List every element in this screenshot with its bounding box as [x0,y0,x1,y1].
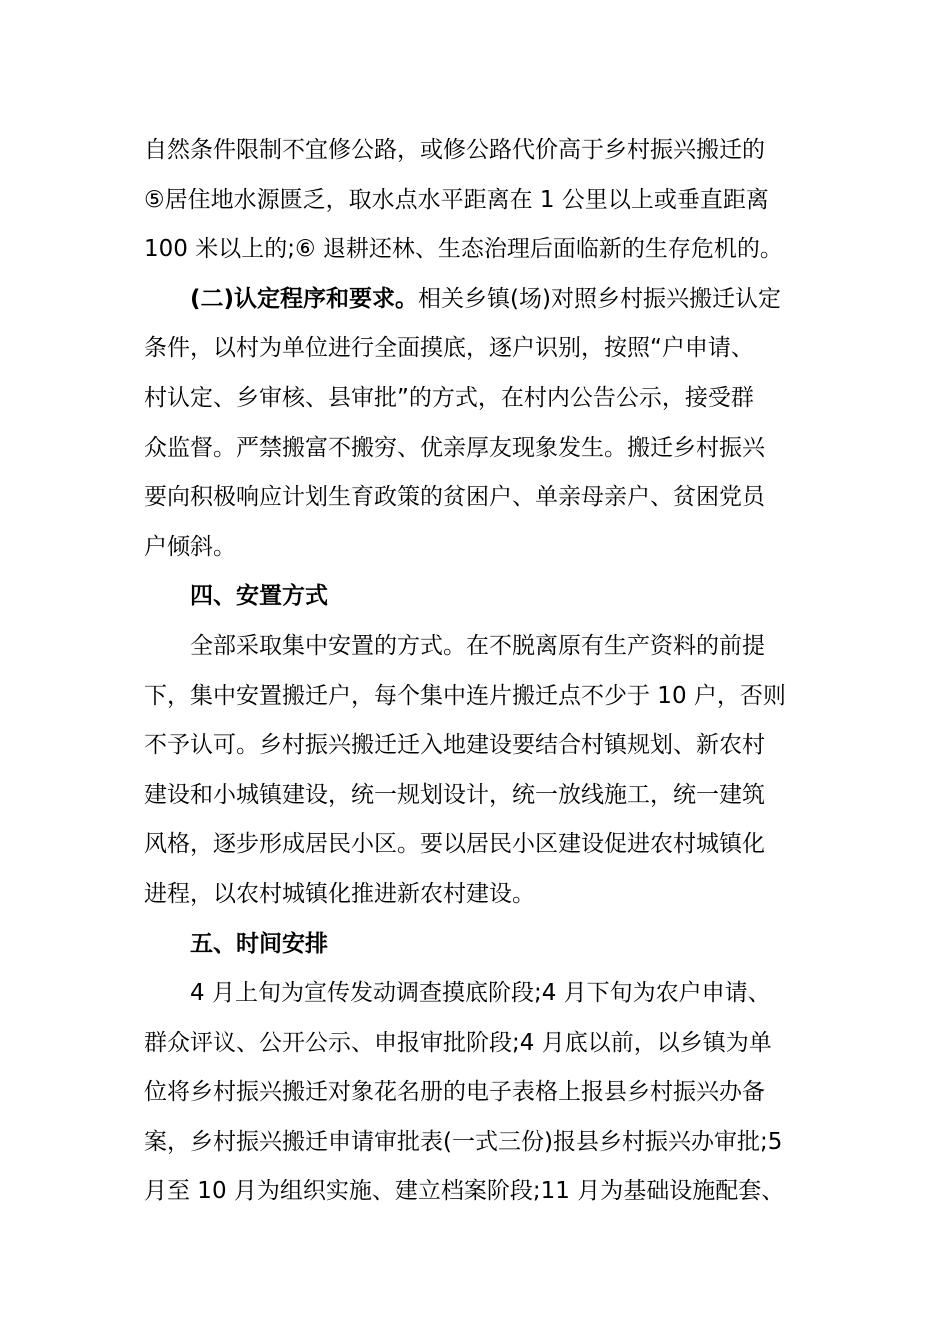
text-line [144,1167,809,1217]
line-text: 自然条件限制不宜修公路，或修公路代价高于乡村振兴搬迁的 [144,137,765,163]
line-text: 月至 10 月为组织实施、建立档案阶段;11 月为基础设施配套、 [144,1178,785,1205]
text-line [144,672,809,722]
text-line [144,622,809,672]
text-line [144,771,809,821]
line-text: 位将乡村振兴搬迁对象花名册的电子表格上报县乡村振兴办备 [144,1079,765,1106]
text-line [144,1019,809,1069]
line-text: ⑤居住地水源匮乏，取水点水平距离在 1 公里以上或垂直距离 [144,186,769,213]
text-line [144,473,809,523]
text-line [144,324,809,374]
section-heading: 五、时间安排 [190,930,328,957]
text-line [144,1068,809,1118]
line-text: 下，集中安置搬迁户，每个集中连片搬迁点不少于 10 户，否则 [144,682,786,709]
line-text: 风格，逐步形成居民小区。要以居民小区建设促进农村城镇化 [144,831,765,858]
text-line [144,126,809,176]
line-text: 村认定、乡审核、县审批”的方式，在村内公告公示，接受群 [144,384,754,411]
text-line [144,374,809,424]
line-text: 条件，以村为单位进行全面摸底，逐户识别，按照“户申请、 [144,335,754,362]
section-heading-line [144,920,809,970]
section-heading: 四、安置方式 [190,583,328,610]
line-text: 进程，以农村城镇化推进新农村建设。 [144,880,535,907]
line-text: 案，乡村振兴搬迁申请审批表(一式三份)报县乡村振兴办审批;5 [144,1128,783,1155]
line-text: 不予认可。乡村振兴搬迁迁入地建设要结合村镇规划、新农村 [144,732,765,759]
text-line [144,225,809,275]
line-text: 全部采取集中安置的方式。在不脱离原有生产资料的前提 [190,632,765,659]
line-text: 众监督。严禁搬富不搬穷、优亲厚友现象发生。搬迁乡村振兴 [144,434,765,461]
line-text: 4 月上旬为宣传发动调查摸底阶段;4 月下旬为农户申请、 [190,980,771,1007]
line-text: 户倾斜。 [144,533,236,560]
text-line [144,424,809,474]
text-line [144,870,809,920]
text-line [144,523,809,573]
text-line [144,820,809,870]
line-text: 群众评议、公开公示、申报审批阶段;4 月底以前，以乡镇为单 [144,1029,772,1056]
document-body [144,126,809,1217]
line-text: 要向积极响应计划生育政策的贫困户、单亲母亲户、贫困党员 [144,484,765,511]
line-text: 建设和小城镇建设，统一规划设计，统一放线施工，统一建筑 [144,781,765,808]
text-line [144,275,809,325]
line-text: 100 米以上的;⑥ 退耕还林、生态治理后面临新的生存危机的。 [144,236,783,263]
line-text: 相关乡镇(场)对照乡村振兴搬迁认定 [418,285,781,312]
section-heading-line [144,572,809,622]
text-line [144,721,809,771]
text-line [144,176,809,226]
subsection-heading: (二)认定程序和要求。 [190,285,419,312]
text-line [144,1118,809,1168]
text-line [144,969,809,1019]
